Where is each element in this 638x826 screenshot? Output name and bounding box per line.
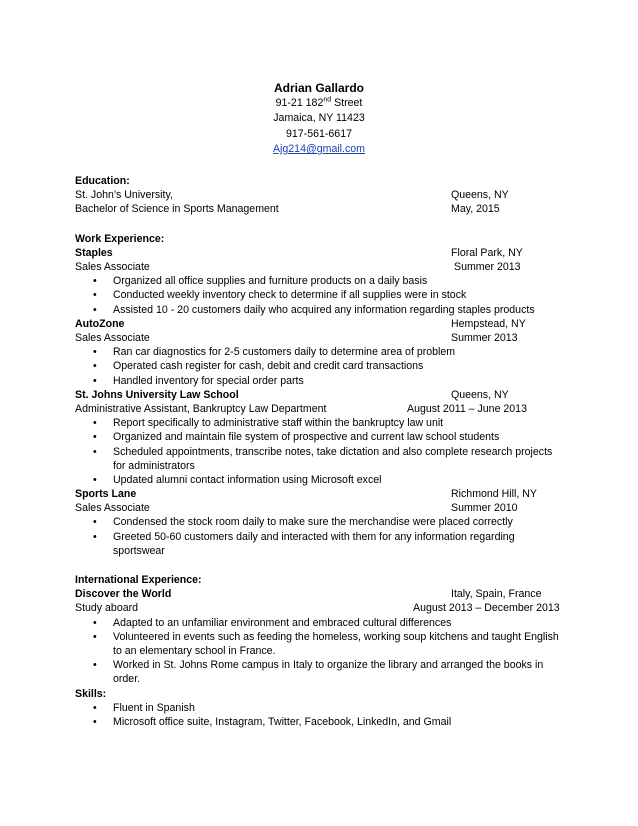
job-title: Sales Associate <box>75 260 150 273</box>
job-title: Administrative Assistant, Bankruptcy Law Department <box>75 402 327 415</box>
street-number: 91-21 182 <box>275 97 324 109</box>
job-location: Floral Park, NY <box>451 246 523 259</box>
international-heading: International Experience: <box>75 574 202 587</box>
job-duties <box>75 515 545 558</box>
program-date: August 2013 – December 2013 <box>413 602 560 615</box>
duty-item: • Assisted 10 - 20 customers daily who acquired any information regarding staples products <box>75 303 561 317</box>
education-heading: Education: <box>75 175 130 187</box>
street-word: Street <box>331 97 363 109</box>
job-duties <box>75 416 553 487</box>
applicant-name: Adrian Gallardo <box>273 81 365 95</box>
resume-body <box>75 174 560 729</box>
duty-item: • Ran car diagnostics for 2-5 customers daily to determine area of problem <box>75 345 561 359</box>
job-date: Summer 2010 <box>451 502 518 515</box>
job-location: Hempstead, NY <box>451 317 526 330</box>
duty-item: • Updated alumni contact information using Microsoft excel <box>75 473 561 487</box>
program-title: Study aboard <box>75 602 139 615</box>
contact-header <box>0 80 638 158</box>
job-company: Sports Lane <box>75 488 137 501</box>
email-link[interactable]: Ajg214@gmail.com <box>272 143 365 156</box>
skill-item: • Fluent in Spanish <box>75 701 561 715</box>
duty-item: • Greeted 50-60 customers daily and interacted with them for any information regarding sportswear <box>75 530 561 558</box>
duty-item: • Adapted to an unfamiliar environment and embraced cultural differences <box>75 616 561 630</box>
job-date: August 2011 – June 2013 <box>407 402 527 415</box>
skills-list <box>75 701 545 729</box>
job-duties <box>75 345 545 388</box>
job-date: Summer 2013 <box>454 260 521 273</box>
skill-item: • Microsoft office suite, Instagram, Twitter, Facebook, LinkedIn, and Gmail <box>75 715 561 729</box>
duty-item: • Conducted weekly inventory check to determine if all supplies were in stock <box>75 288 561 302</box>
job-duties <box>75 274 545 317</box>
job-location: Queens, NY <box>451 388 509 401</box>
duty-item: • Organized all office supplies and furniture products on a daily basis <box>75 274 561 288</box>
job-location: Richmond Hill, NY <box>451 488 537 501</box>
job-date: Summer 2013 <box>451 331 518 344</box>
city-state-zip: Jamaica, NY 11423 <box>273 112 365 125</box>
job-company: AutoZone <box>75 317 125 330</box>
school-location: Queens, NY <box>451 189 509 202</box>
work-heading: Work Experience: <box>75 232 165 245</box>
job-title: Sales Associate <box>75 502 150 515</box>
street-address <box>0 96 638 111</box>
duty-item: • Volunteered in events such as feeding the homeless, working soup kitchens and taught English to an elementary school in France. <box>75 630 561 658</box>
skills-heading: Skills: <box>75 687 107 700</box>
graduation-date: May, 2015 <box>451 203 500 216</box>
duty-item: • Scheduled appointments, transcribe notes, take dictation and also complete research projects for administrators <box>75 445 561 473</box>
duty-item: • Handled inventory for special order parts <box>75 374 561 388</box>
job-title: Sales Associate <box>75 331 150 344</box>
duty-item: • Report specifically to administrative staff within the bankruptcy law unit <box>75 416 561 430</box>
duty-item: • Worked in St. Johns Rome campus in Italy to organize the library and arranged the books in order. <box>75 658 561 686</box>
duty-item: • Condensed the stock room daily to make sure the merchandise were placed correctly <box>75 515 561 529</box>
ordinal-suffix: nd <box>323 96 332 104</box>
job-company: Staples <box>75 246 113 259</box>
program-name: Discover the World <box>75 588 172 601</box>
duty-item: • Organized and maintain file system of prospective and current law school students <box>75 430 561 444</box>
job-company: St. Johns University Law School <box>75 388 239 401</box>
phone-number: 917-561-6617 <box>286 127 352 140</box>
program-location: Italy, Spain, France <box>451 588 542 601</box>
program-duties <box>75 616 559 687</box>
degree: Bachelor of Science in Sports Management <box>75 203 279 216</box>
school-name: St. John’s University, <box>75 189 173 202</box>
duty-item: • Operated cash register for cash, debit and credit card transactions <box>75 359 561 373</box>
